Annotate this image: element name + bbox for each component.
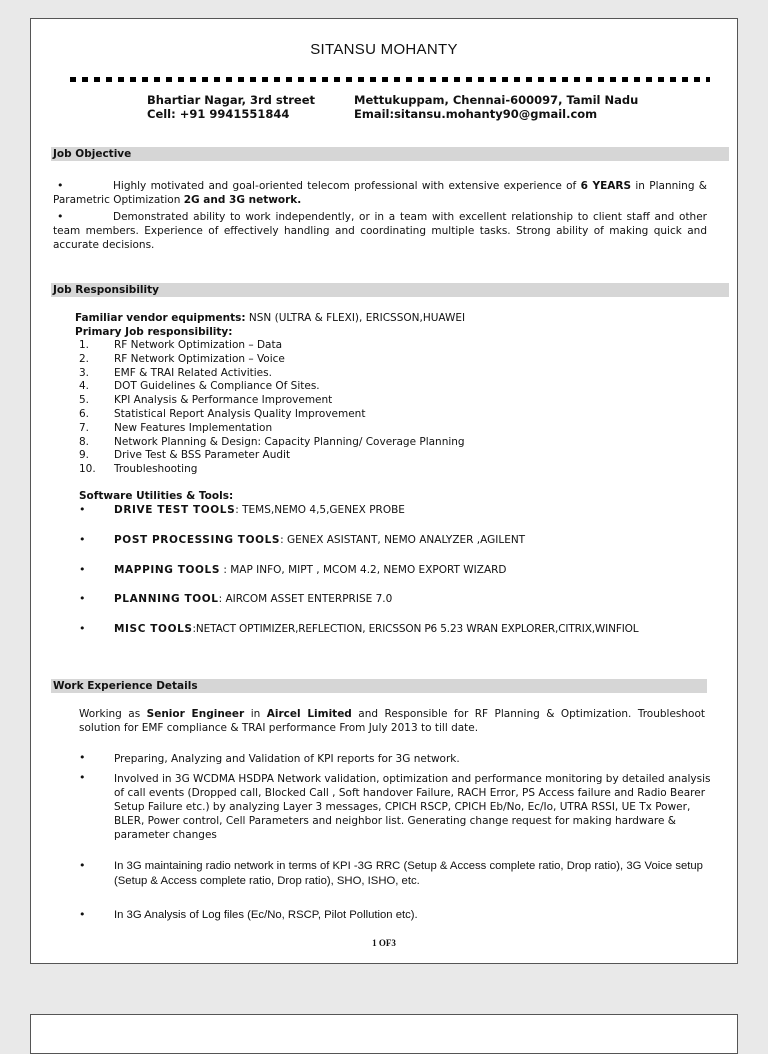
section-heading-work-experience: Work Experience Details (51, 679, 707, 693)
list-item: 1. RF Network Optimization – Data (79, 339, 283, 351)
list-item: 6. Statistical Report Analysis Quality Improvement (79, 407, 366, 420)
work-bullet-2: Involved in 3G WCDMA HSDPA Network validation, optimization and performance monitoring by detailed analysis of call events (Dropped call, Blocked Call , Soft handover Failure, RACH Error, PS Access failure and Radio Bearer Setup Failure etc.) by analyzing Layer 3 messages, CPICH RSCP, CPICH Eb/No, Ec/Io, UTRA RSSI, UE Tx Power, BLER, Power control, Cell Parameters and neighbor list. Generating change request for making hardware & parameter changes (114, 773, 711, 841)
section-heading-job-objective: Job Objective (51, 147, 729, 161)
list-item: 9. Drive Test & BSS Parameter Audit (79, 449, 291, 462)
bullet: • (79, 908, 86, 921)
bullet: • (79, 503, 86, 516)
work-bullet-4: In 3G Analysis of Log files (Ec/No, RSCP, Pilot Pollution etc). (114, 909, 418, 921)
cell-number: Cell: +91 9941551844 (147, 107, 290, 121)
page-number: 1 OF3 (372, 938, 396, 948)
responsibility-list (79, 339, 465, 477)
section-heading-job-responsibility: Job Responsibility (51, 283, 729, 297)
primary-responsibility-label: Primary Job responsibility: (75, 326, 233, 338)
bullet: • (79, 751, 86, 764)
objective-bullet-1: Highly motivated and goal-oriented telecom professional with extensive experience of 6 YEARS in Planning & Parametric Optimization 2G and 3G network. (53, 180, 707, 206)
address-right: Mettukuppam, Chennai-600097, Tamil Nadu (354, 93, 639, 107)
resume-page-1 (30, 18, 738, 964)
tool-planning: PLANNING TOOL: AIRCOM ASSET ENTERPRISE 7.0 (114, 593, 393, 605)
list-item: 4. DOT Guidelines & Compliance Of Sites. (79, 380, 320, 393)
tool-drive-test: DRIVE TEST TOOLS: TEMS,NEMO 4,5,GENEX PROBE (114, 504, 405, 516)
list-item: 7. New Features Implementation (79, 421, 273, 434)
work-bullet-3: In 3G maintaining radio network in terms of KPI -3G RRC (Setup & Access complete ratio, Drop ratio), 3G Voice setup (Setup & Access complete ratio, Drop ratio), SHO, ISHO, etc. (114, 860, 703, 887)
list-item: 10. Troubleshooting (79, 463, 198, 476)
bullet: • (79, 771, 86, 784)
email-address: Email:sitansu.mohanty90@gmail.com (354, 107, 598, 121)
resume-page-2-top-edge (30, 1014, 738, 1054)
work-experience-intro: Working as Senior Engineer in Aircel Limited and Responsible for RF Planning & Optimization. Troubleshoot solution for EMF compliance & TRAI performance From July 2013 to till date. (79, 708, 706, 734)
address-left: Bhartiar Nagar, 3rd street (147, 93, 316, 107)
tool-misc: MISC TOOLS:NETACT OPTIMIZER,REFLECTION, ERICSSON P6 5.23 WRAN EXPLORER,CITRIX,WINFIOL (114, 623, 639, 635)
list-item: 3. EMF & TRAI Related Activities. (79, 366, 272, 379)
work-bullet-1: Preparing, Analyzing and Validation of KPI reports for 3G network. (114, 753, 460, 765)
bullet: • (79, 533, 86, 546)
bullet: • (79, 859, 86, 872)
bullet: • (79, 622, 86, 635)
list-item: 8. Network Planning & Design: Capacity Planning/ Coverage Planning (79, 435, 465, 448)
vendor-equipments: Familiar vendor equipments: NSN (ULTRA & FLEXI), ERICSSON,HUAWEI (75, 312, 466, 324)
tool-mapping: MAPPING TOOLS : MAP INFO, MIPT , MCOM 4.2, NEMO EXPORT WIZARD (114, 564, 507, 576)
candidate-name: SITANSU MOHANTY (310, 41, 458, 58)
list-item: 5. KPI Analysis & Performance Improvement (79, 394, 333, 407)
bullet: • (79, 592, 86, 605)
header-dashed-divider (70, 77, 710, 82)
software-tools-label: Software Utilities & Tools: (79, 490, 234, 502)
objective-bullet-2: Demonstrated ability to work independently, or in a team with excellent relationship to client staff and other team members. Experience of effectively handling and coordinating multiple tasks. Strong ability of making quick and accurate decisions. (53, 211, 707, 251)
tool-post-processing: POST PROCESSING TOOLS: GENEX ASISTANT, NEMO ANALYZER ,AGILENT (114, 534, 526, 546)
bullet: • (79, 563, 86, 576)
bullet: • (57, 179, 64, 192)
list-item: 2. RF Network Optimization – Voice (79, 352, 285, 365)
bullet: • (57, 210, 64, 223)
